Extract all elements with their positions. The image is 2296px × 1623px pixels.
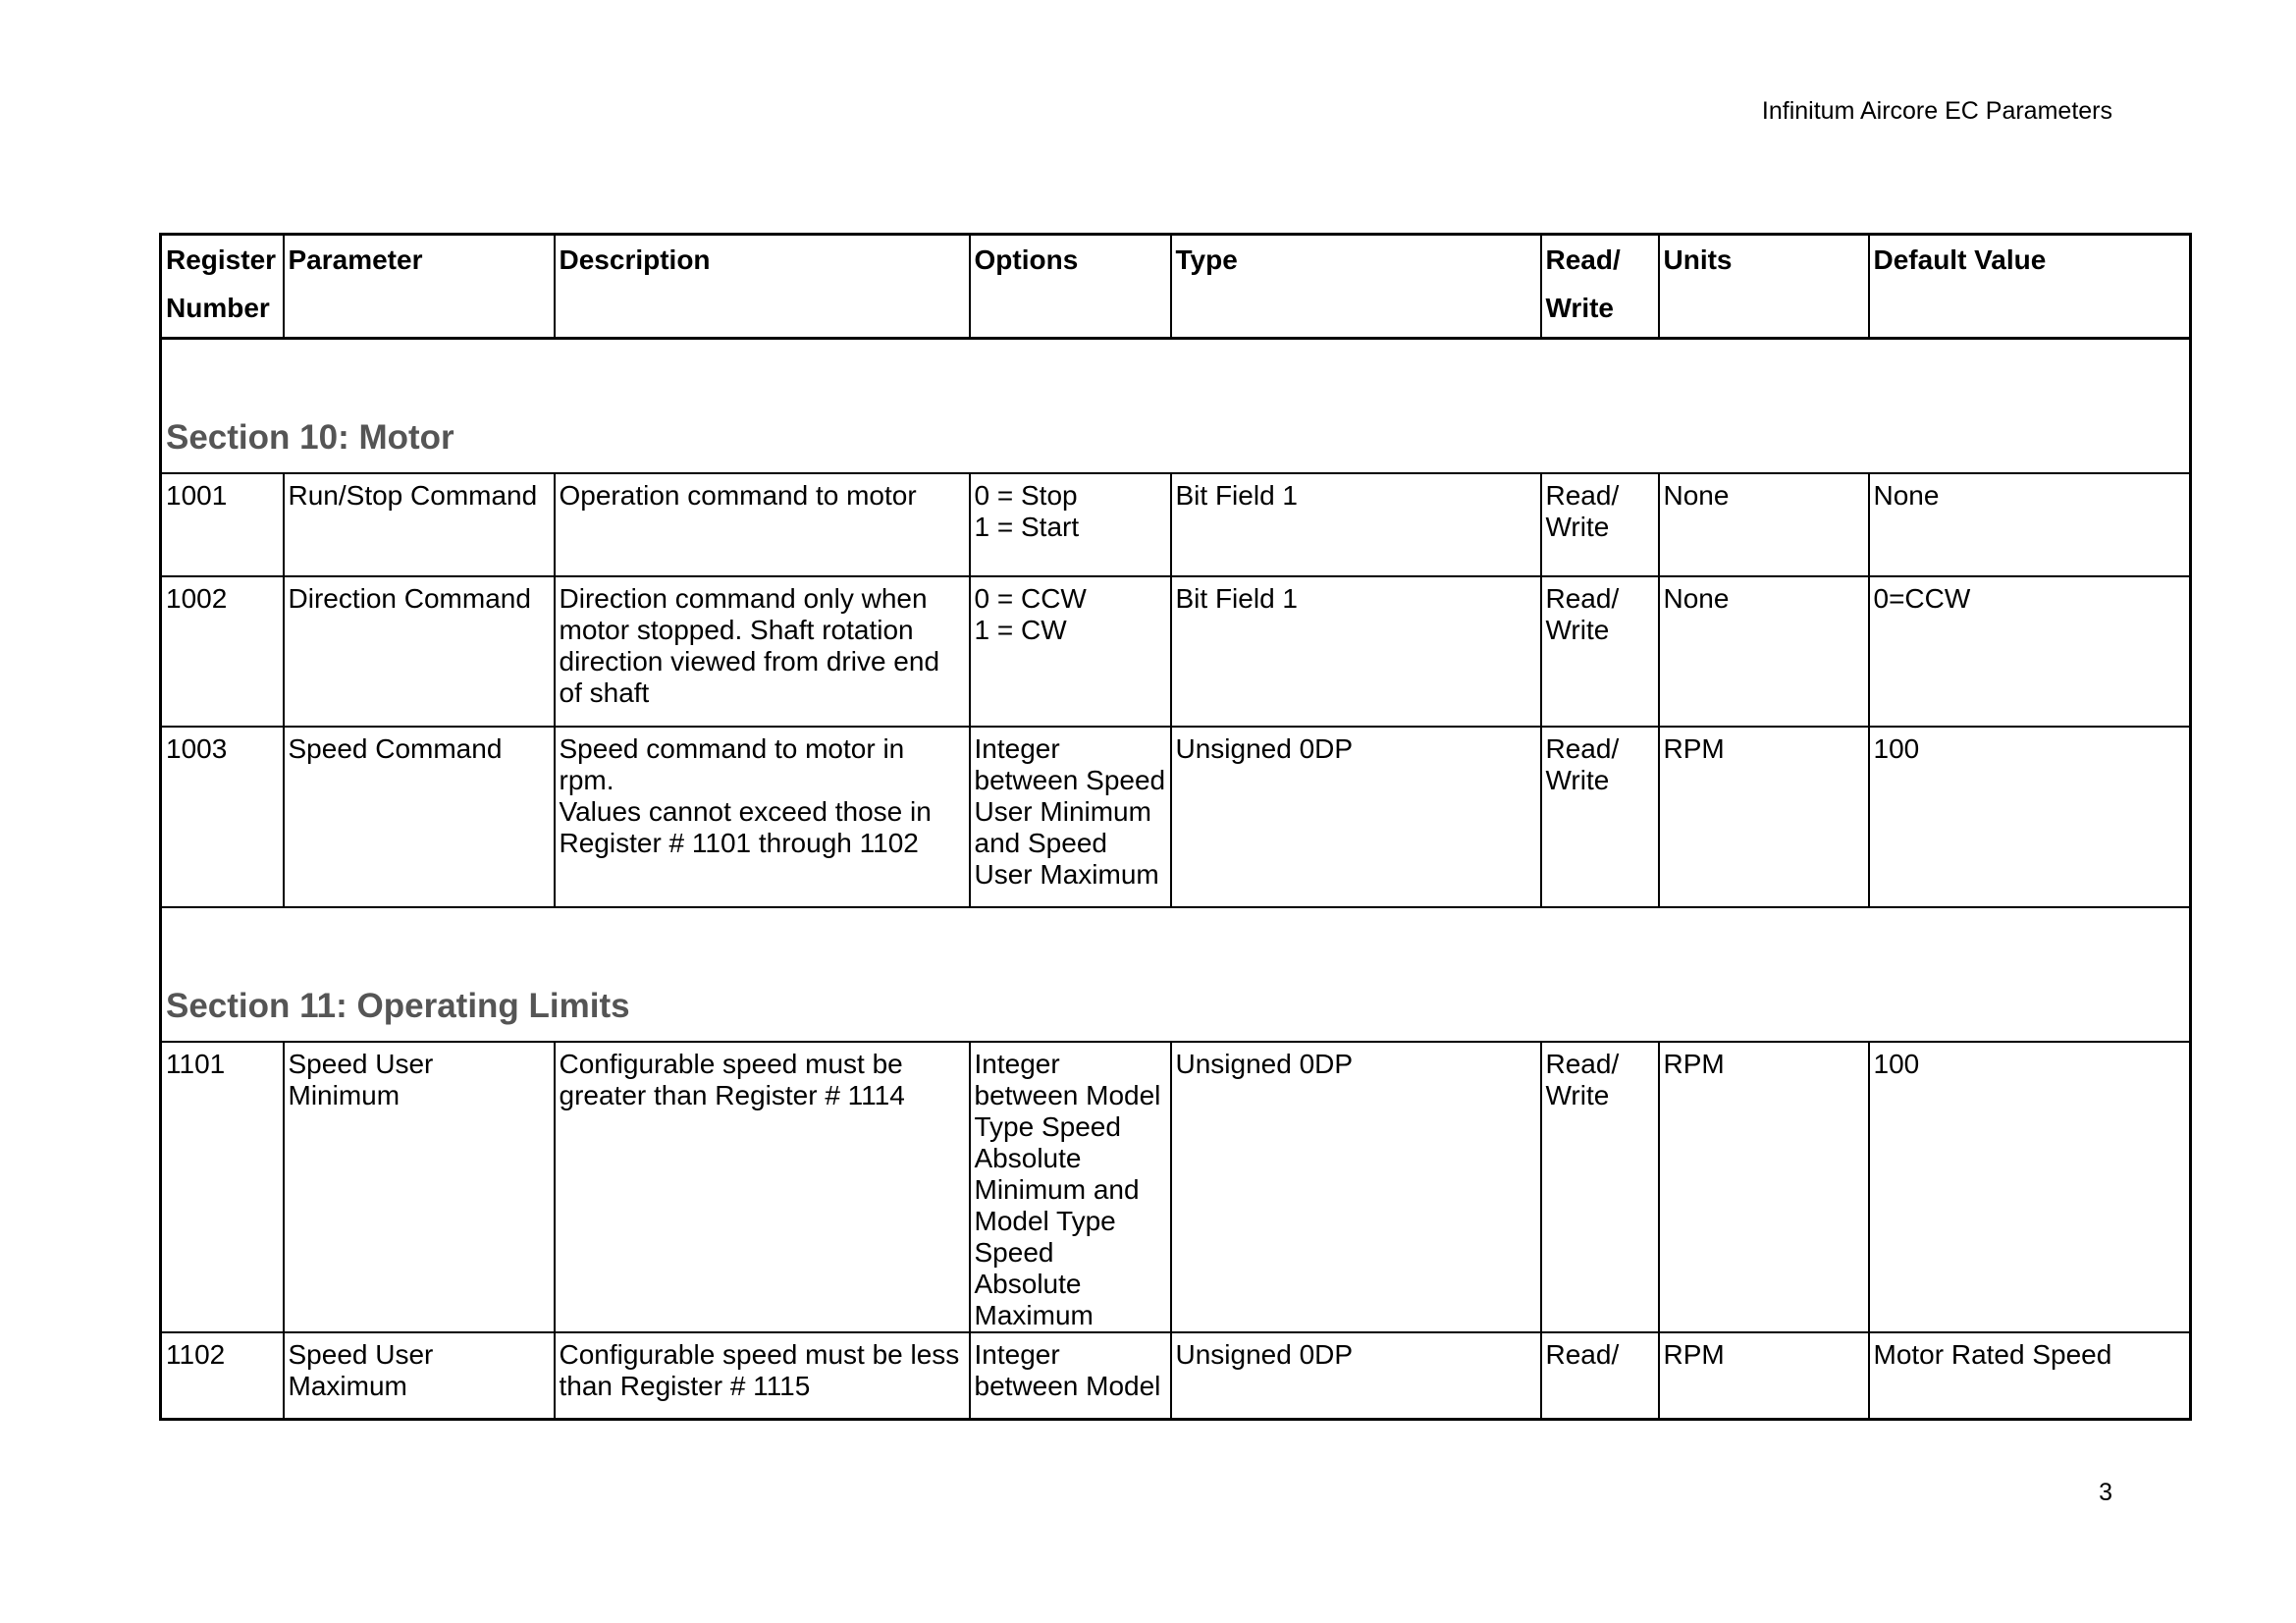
- column-header-register-number: Register Number: [161, 235, 284, 339]
- units-cell: RPM: [1659, 727, 1869, 907]
- table-row: [161, 473, 2191, 576]
- page-number: 3: [2099, 1479, 2112, 1506]
- type-cell: Unsigned 0DP: [1171, 727, 1541, 907]
- default-value-cell: 100: [1869, 727, 2191, 907]
- read-write-cell: Read/: [1541, 1332, 1659, 1419]
- type-cell: Unsigned 0DP: [1171, 1042, 1541, 1332]
- page-header-title: Infinitum Aircore EC Parameters: [1761, 97, 2112, 125]
- read-write-cell: Read/ Write: [1541, 473, 1659, 576]
- parameters-table: [159, 233, 2192, 1421]
- column-header-units: Units: [1659, 235, 1869, 339]
- read-write-cell: Read/ Write: [1541, 727, 1659, 907]
- description-cell: Speed command to motor in rpm. Values cannot exceed those in Register # 1101 through 1102: [555, 727, 970, 907]
- section-heading-row: [161, 339, 2191, 474]
- column-header-description: Description: [555, 235, 970, 339]
- description-cell: Configurable speed must be less than Register # 1115: [555, 1332, 970, 1419]
- read-write-cell: Read/ Write: [1541, 576, 1659, 727]
- table-row: [161, 1332, 2191, 1419]
- register-number-cell: 1003: [161, 727, 284, 907]
- default-value-cell: Motor Rated Speed: [1869, 1332, 2191, 1419]
- register-number-cell: 1001: [161, 473, 284, 576]
- default-value-cell: None: [1869, 473, 2191, 576]
- options-cell: Integer between Model Type Speed Absolute Minimum and Model Type Speed Absolute Maximum: [970, 1042, 1171, 1332]
- column-header-default-value: Default Value: [1869, 235, 2191, 339]
- column-header-type: Type: [1171, 235, 1541, 339]
- column-header-parameter: Parameter: [284, 235, 555, 339]
- parameter-cell: Speed Command: [284, 727, 555, 907]
- register-number-cell: 1002: [161, 576, 284, 727]
- default-value-cell: 100: [1869, 1042, 2191, 1332]
- units-cell: None: [1659, 576, 1869, 727]
- table-row: [161, 576, 2191, 727]
- section-heading-row: [161, 907, 2191, 1042]
- description-cell: Direction command only when motor stopped. Shaft rotation direction viewed from drive end of shaft: [555, 576, 970, 727]
- units-cell: None: [1659, 473, 1869, 576]
- units-cell: RPM: [1659, 1042, 1869, 1332]
- options-cell: Integer between Model: [970, 1332, 1171, 1419]
- description-cell: Operation command to motor: [555, 473, 970, 576]
- parameter-cell: Direction Command: [284, 576, 555, 727]
- type-cell: Unsigned 0DP: [1171, 1332, 1541, 1419]
- options-cell: Integer between Speed User Minimum and Speed User Maximum: [970, 727, 1171, 907]
- register-number-cell: 1101: [161, 1042, 284, 1332]
- parameter-cell: Speed User Minimum: [284, 1042, 555, 1332]
- table-header-row: [161, 235, 2191, 339]
- section-title: Section 11: Operating Limits: [166, 987, 630, 1025]
- options-cell: 0 = CCW 1 = CW: [970, 576, 1171, 727]
- column-header-options: Options: [970, 235, 1171, 339]
- read-write-cell: Read/ Write: [1541, 1042, 1659, 1332]
- parameter-cell: Run/Stop Command: [284, 473, 555, 576]
- register-number-cell: 1102: [161, 1332, 284, 1419]
- parameter-cell: Speed User Maximum: [284, 1332, 555, 1419]
- units-cell: RPM: [1659, 1332, 1869, 1419]
- type-cell: Bit Field 1: [1171, 576, 1541, 727]
- type-cell: Bit Field 1: [1171, 473, 1541, 576]
- section-title: Section 10: Motor: [166, 418, 454, 457]
- column-header-read-write: Read/ Write: [1541, 235, 1659, 339]
- default-value-cell: 0=CCW: [1869, 576, 2191, 727]
- options-cell: 0 = Stop 1 = Start: [970, 473, 1171, 576]
- description-cell: Configurable speed must be greater than Register # 1114: [555, 1042, 970, 1332]
- table-row: [161, 1042, 2191, 1332]
- table-row: [161, 727, 2191, 907]
